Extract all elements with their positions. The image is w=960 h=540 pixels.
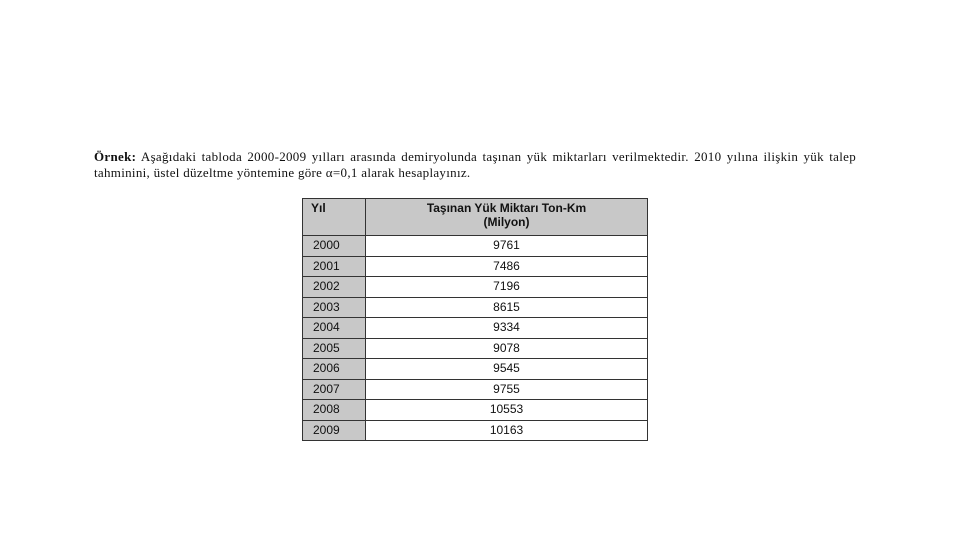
year-cell: 2004: [303, 318, 366, 339]
table-header-row: [303, 199, 648, 236]
freight-value-cell: 8615: [366, 297, 648, 318]
year-cell: 2009: [303, 420, 366, 441]
problem-paragraph: [94, 149, 856, 181]
table-row: [303, 400, 648, 421]
table-row: [303, 236, 648, 257]
freight-value-cell: 9755: [366, 379, 648, 400]
freight-header-line2: (Milyon): [483, 215, 530, 229]
year-cell: 2005: [303, 338, 366, 359]
year-cell: 2002: [303, 277, 366, 298]
freight-column-header: [366, 199, 648, 236]
freight-value-cell: 7486: [366, 256, 648, 277]
table-row: [303, 297, 648, 318]
year-cell: 2000: [303, 236, 366, 257]
freight-value-cell: 9761: [366, 236, 648, 257]
table-row: [303, 420, 648, 441]
table-row: [303, 318, 648, 339]
freight-header-line1: Taşınan Yük Miktarı Ton-Km: [426, 201, 587, 215]
problem-text: Aşağıdaki tabloda 2000-2009 yılları arasında demiryolunda taşınan yük miktarları verilmektedir. 2010 yılına ilişkin yük talep tahminini, üstel düzeltme yöntemine göre α=0,1 alarak hesaplayınız.: [94, 149, 856, 180]
year-cell: 2003: [303, 297, 366, 318]
table-row: [303, 359, 648, 380]
year-cell: 2007: [303, 379, 366, 400]
freight-value-cell: 9545: [366, 359, 648, 380]
example-label: Örnek:: [94, 149, 137, 164]
freight-value-cell: 9078: [366, 338, 648, 359]
freight-value-cell: 10553: [366, 400, 648, 421]
table-row: [303, 338, 648, 359]
year-cell: 2006: [303, 359, 366, 380]
freight-value-cell: 9334: [366, 318, 648, 339]
year-cell: 2008: [303, 400, 366, 421]
table-row: [303, 379, 648, 400]
table-row: [303, 256, 648, 277]
year-cell: 2001: [303, 256, 366, 277]
year-column-header: Yıl: [303, 199, 366, 236]
freight-data-table: [302, 198, 648, 441]
table-row: [303, 277, 648, 298]
freight-value-cell: 7196: [366, 277, 648, 298]
freight-value-cell: 10163: [366, 420, 648, 441]
